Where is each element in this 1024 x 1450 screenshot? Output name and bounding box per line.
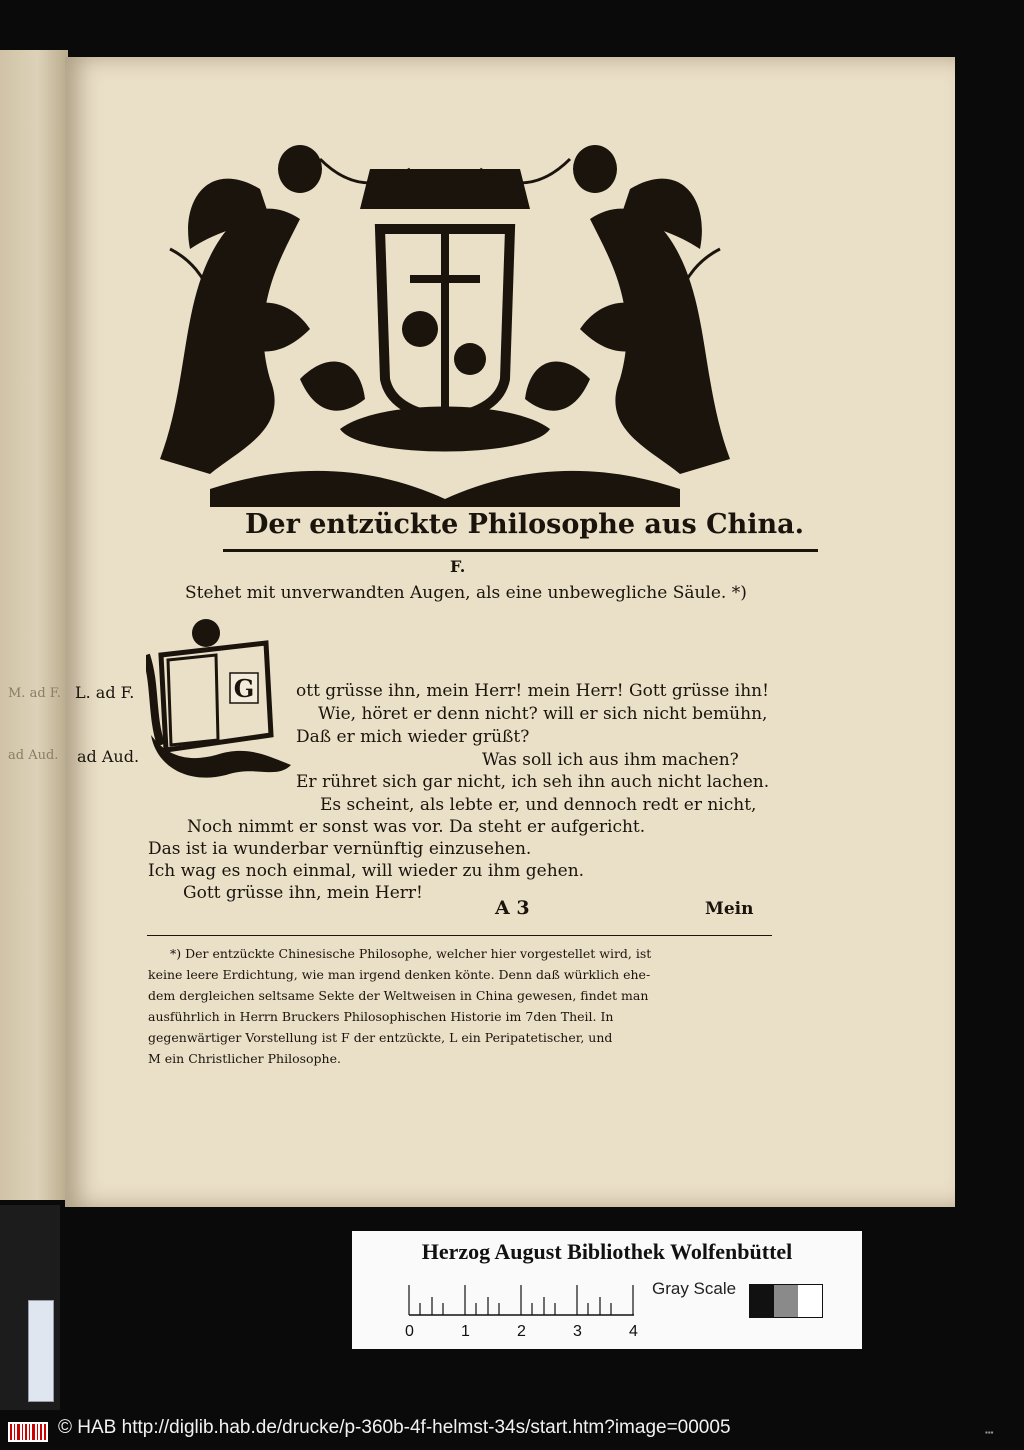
color-scale-card bbox=[352, 1231, 862, 1349]
verse-line: Daß er mich wieder grüßt? bbox=[296, 727, 530, 747]
facing-page-edge bbox=[0, 50, 68, 1200]
facing-margin-note: M. ad F. bbox=[8, 686, 61, 701]
swatch-white bbox=[798, 1285, 822, 1317]
scale-number: 1 bbox=[461, 1323, 470, 1340]
footer-bar bbox=[0, 1410, 1024, 1450]
verse-line: Ich wag es noch einmal, will wieder zu ihm gehen. bbox=[148, 861, 585, 881]
scale-number: 2 bbox=[517, 1323, 526, 1340]
scale-number: 4 bbox=[629, 1323, 638, 1340]
library-name: Herzog August Bibliothek Wolfenbüttel bbox=[421, 1239, 793, 1264]
swatch-gray bbox=[774, 1285, 798, 1317]
shelf-label bbox=[28, 1300, 54, 1402]
swatch-black bbox=[750, 1285, 774, 1317]
signature-mark: A 3 bbox=[495, 897, 530, 919]
gray-swatches bbox=[749, 1284, 823, 1318]
ruler-scale bbox=[404, 1281, 654, 1331]
headpiece-ornament bbox=[150, 129, 740, 507]
footnote-line: dem dergleichen seltsame Sekte der Weltweisen in China gewesen, findet man bbox=[148, 988, 649, 1003]
title-rule bbox=[223, 549, 818, 552]
verse-line: Gott grüsse ihn, mein Herr! bbox=[183, 883, 423, 903]
verse-line: Noch nimmt er sonst was vor. Da steht er aufgericht. bbox=[187, 817, 646, 837]
facing-margin-note: ad Aud. bbox=[8, 748, 59, 763]
speaker-name: F. bbox=[450, 557, 466, 576]
footnote-rule bbox=[147, 935, 772, 936]
verse-line: Er rühret sich gar nicht, ich seh ihn auch nicht lachen. bbox=[296, 772, 770, 792]
verse-line: Was soll ich aus ihm machen? bbox=[482, 750, 739, 770]
footnote-line: *) Der entzückte Chinesische Philosophe, welcher hier vorgestellet wird, ist bbox=[170, 946, 652, 961]
margin-label: L. ad F. bbox=[75, 683, 135, 702]
scale-number: 3 bbox=[573, 1323, 582, 1340]
footnote-line: gegenwärtiger Vorstellung ist F der entzückte, L ein Peripatetischer, und bbox=[148, 1030, 613, 1045]
footnote-line: M ein Christlicher Philosophe. bbox=[148, 1051, 341, 1066]
verse-line: ott grüsse ihn, mein Herr! mein Herr! Gott grüsse ihn! bbox=[296, 681, 769, 701]
book-page bbox=[65, 57, 955, 1207]
gray-scale-label: Gray Scale bbox=[652, 1279, 737, 1298]
catchword: Mein bbox=[705, 899, 754, 919]
verse-line: Es scheint, als lebte er, und dennoch redt er nicht, bbox=[320, 795, 757, 815]
corner-mark: ▪▪▪ bbox=[985, 1428, 994, 1437]
initial-letter: G bbox=[233, 674, 255, 703]
decorated-initial bbox=[146, 615, 296, 785]
barcode-icon bbox=[8, 1422, 48, 1442]
footnote-line: keine leere Erdichtung, wie man irgend denken könte. Denn daß würklich ehe- bbox=[148, 967, 651, 982]
margin-label: ad Aud. bbox=[77, 747, 140, 766]
verse-line: Das ist ia wunderbar vernünftig einzusehen. bbox=[148, 839, 532, 859]
footnote-line: ausführlich in Herrn Bruckers Philosophischen Historie im 7den Theil. In bbox=[148, 1009, 614, 1024]
stage-direction: Stehet mit unverwandten Augen, als eine unbewegliche Säule. *) bbox=[185, 583, 747, 603]
verse-line: Wie, höret er denn nicht? will er sich nicht bemühn, bbox=[318, 704, 768, 724]
page-title: Der entzückte Philosophe aus China. bbox=[245, 509, 805, 540]
copyright-url: © HAB http://diglib.hab.de/drucke/p-360b-4f-helmst-34s/start.htm?image=00005 bbox=[58, 1417, 731, 1438]
scale-number: 0 bbox=[405, 1323, 414, 1340]
